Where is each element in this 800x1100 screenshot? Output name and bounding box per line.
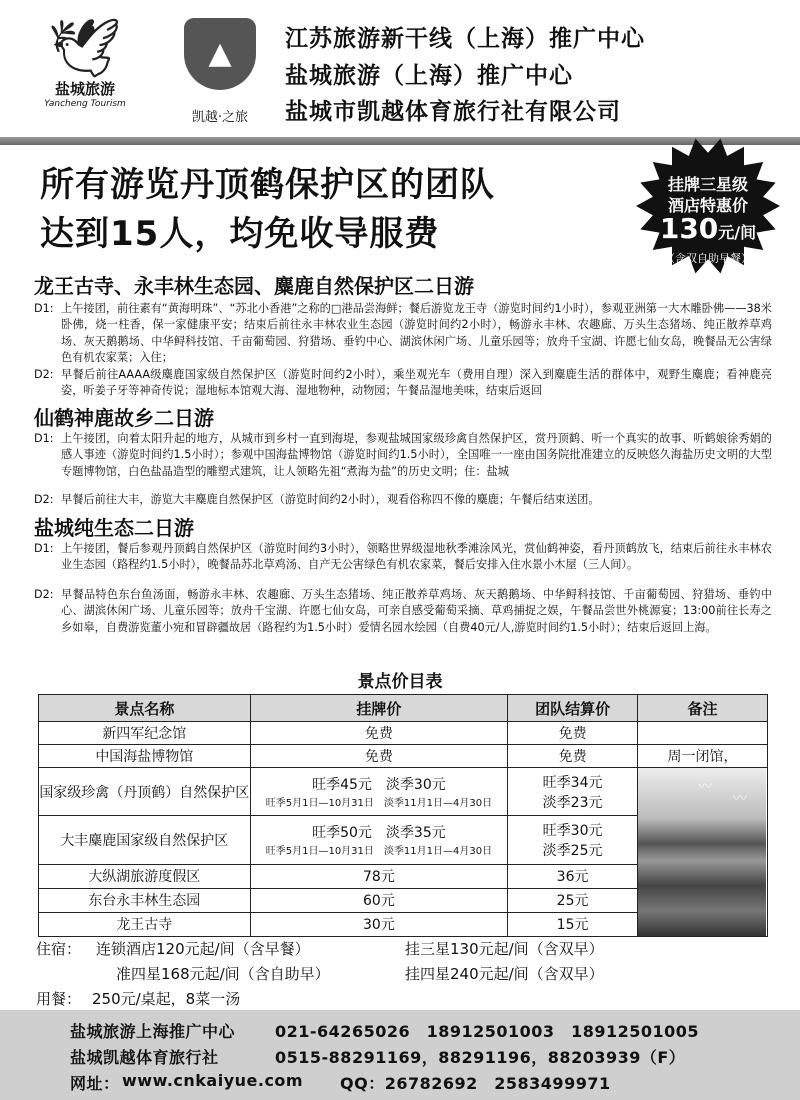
logo-text: 盐城旅游 [54, 80, 115, 98]
kaiyue-logo [160, 18, 280, 128]
group-price [508, 768, 638, 816]
contact-phones: 0515-88291169，88291196，88203939（F） [275, 1048, 686, 1067]
day-text: 早餐品特色东台鱼汤面，畅游永丰林、农趣廊、万头生态猪场、纯正散养草鸡场、灰天鹅鹅场、中华鲟科技馆、千亩葡萄园、狩猎场、垂钓中心、湖滨休闲广场、儿童乐园等；放舟千宝湖、许愿七仙女岛，可亲自感受葡萄采摘、草鸡捕捉之娱，午餐品尝世外桃源宴；13:00前往长寿之乡如皋，自费游览董小宛和冒辟疆故居（路程约为1.5小时）爱情名园水绘园（自费40元/人,游览时间约1.5小时）；结束后返回上海。 [61, 588, 772, 634]
group-price: 免费 [508, 745, 638, 768]
bird-icon: 〰 [732, 791, 747, 807]
meal-info: 250元/桌起，8菜一汤 [92, 990, 241, 1008]
list-price [250, 816, 508, 864]
tour-day [34, 587, 772, 636]
attraction-name: 龙王古寺 [39, 912, 251, 936]
table-row [39, 745, 768, 768]
bird-icon: 〰 [697, 779, 712, 795]
attraction-name: 大纵湖旅游度假区 [39, 864, 251, 888]
list-price: 78元 [250, 864, 508, 888]
list-price: 60元 [250, 888, 508, 912]
attraction-name: 大丰麋鹿国家级自然保护区 [39, 816, 251, 864]
tour-day [34, 301, 772, 367]
contact-phones: 021-64265026 18912501003 18912501005 [275, 1022, 700, 1041]
price-main: 旺季45元 淡季30元 [312, 777, 446, 794]
note: 周一闭馆， [637, 745, 767, 768]
badge-line-2: 酒店特惠价 [667, 196, 748, 215]
list-price: 免费 [250, 745, 508, 768]
day-text: 上午接团，餐后参观丹顶鹤自然保护区（游览时间约3小时），领略世界级湿地秋季滩涂风光，赏仙鹤神姿，看丹顶鹤放飞，结束后前往永丰林农业生态园（路程约1.5小时），晚餐品苏北草鸡汤、自产无公害绿色有机农家菜，餐后安排入住水景小木屋（三人间）。 [61, 542, 772, 572]
meal-label: 用餐： [36, 990, 82, 1008]
group-price: 15元 [508, 912, 638, 936]
badge-price-value: 130 [659, 212, 719, 245]
lodging-item: 挂四星240元起/间（含双早） [405, 965, 604, 983]
badge-price-unit: 元/间 [718, 223, 757, 242]
yancheng-tourism-logo [30, 14, 140, 128]
day-label: D2: [34, 368, 54, 381]
group-price [508, 816, 638, 864]
lodging-item: 连锁酒店120元起/间（含早餐） [96, 940, 310, 958]
table-row [39, 722, 768, 745]
off-price: 淡季25元 [542, 842, 603, 859]
tour-title: 盐城纯生态二日游 [34, 516, 194, 540]
group-price: 免费 [508, 722, 638, 745]
column-header: 景点名称 [39, 695, 251, 722]
badge-price [622, 212, 794, 245]
attraction-name: 东台永丰林生态园 [39, 888, 251, 912]
lodging-item: 挂三星130元起/间（含双早） [405, 940, 604, 958]
mountain-shield-icon: ▲ [184, 18, 256, 90]
list-price: 免费 [250, 722, 508, 745]
badge-line-1: 挂牌三星级 [667, 175, 748, 194]
headline-line-2: 达到15人，均免收导服费 [40, 214, 440, 254]
tour-title: 仙鹤神鹿故乡二日游 [34, 406, 214, 430]
header-line-3: 盐城市凯越体育旅行社有限公司 [285, 99, 621, 125]
tour-day [34, 431, 772, 480]
peak-price: 旺季30元 [542, 822, 603, 839]
lodging-item: 准四星168元起/间（含自助早） [116, 965, 330, 983]
price-table [38, 694, 768, 937]
day-label: D2: [34, 588, 54, 601]
day-label: D2: [34, 493, 54, 506]
header-line-2: 盐城旅游（上海）推广中心 [285, 63, 573, 89]
day-text: 上午接团，向着太阳升起的地方，从城市到乡村一直到海堤，参观盐城国家级珍禽自然保护区，赏丹顶鹤、听一个真实的故事、听鹤娘徐秀娟的感人事迹（游览时间约1.5小时）；参观中国海盐博物馆（游览时间约1.5小时），全国唯一一座由国务院批准建立的反映悠久海盐历史文明的大型专题博物馆，白色盐晶造型的雕塑式建筑，让人领略先祖“煮海为盐”的历史文明；住：盐城 [61, 432, 772, 478]
group-price: 36元 [508, 864, 638, 888]
season-dates: 旺季5月1日—10月31日 淡季11月1日—4月30日 [265, 798, 493, 810]
peak-price: 旺季34元 [542, 774, 603, 791]
contact-name: 盐城旅游上海推广中心 [70, 1022, 236, 1041]
photo-cell [637, 768, 767, 937]
badge-note: （含双自助早餐） [664, 252, 752, 265]
season-dates: 旺季5月1日—10月31日 淡季11月1日—4月30日 [265, 846, 493, 858]
day-text: 早餐后前往AAAA级麋鹿国家级自然保护区（游览时间约2小时），乘坐观光车（费用自理）深入到麋鹿生活的群体中，观野生麋鹿；看神鹿亮姿，听姜子牙等神奇传说；湿地标本馆观大海、湿地物种，动物园；午餐品湿地美味，结束后返回 [61, 368, 772, 398]
tour-day [34, 492, 772, 508]
group-price: 25元 [508, 888, 638, 912]
column-header: 团队结算价 [508, 695, 638, 722]
crane-logo-icon: 🕊 [48, 14, 122, 82]
attraction-name: 中国海盐博物馆 [39, 745, 251, 768]
tour-title: 龙王古寺、永丰林生态园、麋鹿自然保护区二日游 [34, 274, 474, 298]
table-header-row [39, 695, 768, 722]
note [637, 722, 767, 745]
qq-numbers: QQ：26782692 2583499971 [340, 1074, 611, 1093]
headline-line-1: 所有游览丹顶鹤保护区的团队 [40, 165, 495, 205]
contact-name: 盐城凯越体育旅行社 [70, 1048, 219, 1067]
header-line-1: 江苏旅游新干线（上海）推广中心 [285, 26, 645, 52]
wetland-photo [638, 768, 766, 936]
list-price [250, 768, 508, 816]
column-header: 备注 [637, 695, 767, 722]
day-text: 上午接团，前往素有“黄海明珠”、“苏北小香港”之称的□港品尝海鲜；餐后游览龙王寺（游览时间约1小时），参观亚洲第一大木雕卧佛——38米卧佛，烧一柱香，保一家健康平安；结束后前往永丰林农业生态园（游览时间约2小时），畅游永丰林、农趣廊、万头生态猪场、纯正散养草鸡场、灰天鹅鹅场、中华鲟科技馆、千亩葡萄园、狩猎场、垂钓中心、湖滨休闲广场、儿童乐园等；放舟千宝湖、许愿七仙女岛，晚餐品无公害绿色有机农家菜；入住； [61, 302, 772, 365]
lodging-label: 住宿： [36, 940, 82, 958]
tour-day [34, 541, 772, 574]
attraction-name: 新四军纪念馆 [39, 722, 251, 745]
website-label: 网址： [70, 1074, 120, 1093]
kaiyue-logo-text: 凯越·之旅 [191, 110, 249, 125]
list-price: 30元 [250, 912, 508, 936]
website-url[interactable]: www.cnkaiyue.com [122, 1071, 304, 1090]
off-price: 淡季23元 [542, 794, 603, 811]
day-label: D1: [34, 302, 54, 315]
day-label: D1: [34, 542, 54, 555]
hotel-price-badge [622, 132, 794, 280]
table-row [39, 768, 768, 816]
column-header: 挂牌价 [250, 695, 508, 722]
attraction-name: 国家级珍禽（丹顶鹤）自然保护区 [39, 768, 251, 816]
tour-day [34, 367, 772, 400]
day-label: D1: [34, 432, 54, 445]
logo-subtext: Yancheng Tourism [44, 99, 126, 109]
day-text: 早餐后前往大丰，游览大丰麋鹿自然保护区（游览时间约2小时），观看俗称四不像的麋鹿；午餐后结束送团。 [61, 493, 600, 506]
price-table-title: 景点价目表 [357, 672, 443, 692]
price-main: 旺季50元 淡季35元 [312, 825, 446, 842]
